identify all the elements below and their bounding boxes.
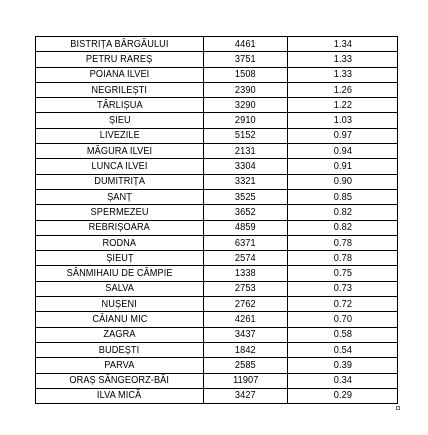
value-cell-text: 2390 [235,84,256,96]
ratio-cell [288,37,398,52]
value-cell [204,174,288,189]
table-row [36,144,398,159]
value-cell [204,312,288,327]
locality-name-cell-text: CĂIANU MIC [91,313,148,325]
value-cell [204,82,288,97]
value-cell-text: 1508 [235,69,256,81]
value-cell [204,266,288,281]
locality-name-cell-text: LIVEZILE [99,130,140,142]
data-table [35,36,398,404]
locality-name-cell [36,174,204,189]
locality-name-cell [36,297,204,312]
ratio-cell-text: 0.78 [333,237,352,249]
locality-name-cell-text: PARVA [104,359,135,371]
locality-name-cell [36,220,204,235]
ratio-cell [288,128,398,143]
ratio-cell [288,98,398,113]
locality-name-cell-text: DUMITRIȚA [94,176,145,188]
ratio-cell [288,159,398,174]
value-cell-text: 3321 [235,176,256,188]
locality-name-cell [36,388,204,403]
locality-name-cell-text: REBRIȘOARA [88,222,151,234]
table-row [36,373,398,388]
table-row [36,297,398,312]
value-cell-text: 3304 [235,161,256,173]
value-cell-text: 1338 [235,268,256,280]
table-row [36,113,398,128]
value-cell-text: 6371 [235,237,256,249]
ratio-cell-text: 0.29 [333,390,352,402]
table-row [36,358,398,373]
locality-name-cell [36,113,204,128]
value-cell [204,373,288,388]
locality-name-cell [36,373,204,388]
value-cell [204,144,288,159]
value-cell [204,251,288,266]
locality-name-cell [36,342,204,357]
locality-name-cell-text: BISTRIȚA BÂRGĂULUI [70,38,169,50]
value-cell [204,220,288,235]
ratio-cell [288,52,398,67]
value-cell [204,327,288,342]
value-cell [204,342,288,357]
ratio-cell [288,67,398,82]
value-cell [204,113,288,128]
ratio-cell [288,144,398,159]
ratio-cell-text: 1.03 [333,115,352,127]
value-cell [204,98,288,113]
value-cell-text: 2910 [235,115,256,127]
ratio-cell-text: 0.97 [333,130,352,142]
ratio-cell [288,327,398,342]
value-cell [204,358,288,373]
ratio-cell [288,189,398,204]
locality-name-cell-text: NEGRILEȘTI [91,84,148,96]
table-row [36,220,398,235]
ratio-cell [288,388,398,403]
locality-name-cell [36,235,204,250]
locality-name-cell [36,189,204,204]
table-row [36,128,398,143]
ratio-cell-text: 0.94 [333,145,352,157]
ratio-cell [288,358,398,373]
value-cell-text: 4261 [235,313,256,325]
table-row [36,67,398,82]
value-cell-text: 1842 [235,344,256,356]
value-cell [204,189,288,204]
locality-name-cell [36,67,204,82]
ratio-cell-text: 0.73 [333,283,352,295]
ratio-cell [288,174,398,189]
locality-name-cell-text: TÂRLIȘUA [96,99,143,111]
locality-name-cell-text: ILVA MICĂ [97,390,142,402]
ratio-cell-text: 0.58 [333,329,352,341]
value-cell [204,159,288,174]
locality-name-cell [36,281,204,296]
ratio-cell-text: 1.34 [333,38,352,50]
table-row [36,189,398,204]
locality-name-cell-text: NUȘENI [101,298,138,310]
value-cell-text: 3290 [235,99,256,111]
ratio-cell-text: 0.82 [333,206,352,218]
ratio-cell-text: 0.78 [333,252,352,264]
ratio-cell-text: 1.22 [333,99,352,111]
ratio-cell-text: 0.72 [333,298,352,310]
locality-name-cell-text: MĂGURA ILVEI [86,145,153,157]
value-cell-text: 2753 [235,283,256,295]
value-cell-text: 4461 [235,38,256,50]
value-cell-text: 3525 [235,191,256,203]
locality-name-cell [36,144,204,159]
ratio-cell [288,235,398,250]
table-body [36,37,398,404]
value-cell [204,297,288,312]
table-row [36,342,398,357]
locality-name-cell-text: SÂNMIHAIU DE CÂMPIE [66,268,173,280]
value-cell-text: 2762 [235,298,256,310]
value-cell [204,128,288,143]
locality-name-cell [36,205,204,220]
value-cell [204,281,288,296]
value-cell-text: 3751 [235,53,256,65]
ratio-cell [288,297,398,312]
table-row [36,235,398,250]
value-cell [204,37,288,52]
locality-name-cell-text: BUDEȘTI [99,344,140,356]
locality-name-cell-text: ȘIEU [108,115,131,127]
table-row [36,37,398,52]
value-cell [204,67,288,82]
locality-name-cell-text: ORAȘ SÂNGEORZ-BĂI [69,375,170,387]
value-cell-text: 11907 [232,375,259,387]
locality-name-cell-text: SALVA [105,283,134,295]
table-row [36,388,398,403]
ratio-cell-text: 1.33 [333,69,352,81]
table-row [36,159,398,174]
ratio-cell-text: 0.34 [333,375,352,387]
ratio-cell [288,113,398,128]
value-cell-text: 4859 [235,222,256,234]
locality-name-cell-text: ȘIEUȚ [105,252,134,264]
ratio-cell [288,373,398,388]
value-cell [204,205,288,220]
ratio-cell-text: 0.75 [333,268,352,280]
ratio-cell-text: 0.85 [333,191,352,203]
ratio-cell [288,312,398,327]
value-cell-text: 2131 [235,145,256,157]
locality-name-cell-text: ȘANȚ [107,191,132,203]
ratio-cell-text: 0.82 [333,222,352,234]
locality-name-cell-text: LUNCA ILVEI [91,161,148,173]
locality-name-cell [36,312,204,327]
locality-name-cell [36,327,204,342]
locality-name-cell [36,266,204,281]
value-cell [204,388,288,403]
locality-name-cell-text: PETRU RAREȘ [86,53,153,65]
table-row [36,82,398,97]
locality-name-cell [36,159,204,174]
value-cell-text: 3437 [235,329,256,341]
value-cell-text: 2585 [235,359,256,371]
ratio-cell-text: 0.39 [333,359,352,371]
locality-name-cell [36,358,204,373]
ratio-cell [288,281,398,296]
table-row [36,174,398,189]
table-row [36,281,398,296]
value-cell-text: 3652 [235,206,256,218]
table-row [36,327,398,342]
table-resize-handle[interactable] [396,406,400,410]
locality-name-cell-text: ZAGRA [103,329,136,341]
table-row [36,98,398,113]
ratio-cell [288,342,398,357]
ratio-cell [288,251,398,266]
locality-name-cell-text: SPERMEZEU [90,206,149,218]
locality-name-cell [36,128,204,143]
locality-name-cell-text: RODNA [102,237,137,249]
table-row [36,205,398,220]
ratio-cell-text: 0.91 [333,161,352,173]
table-row [36,312,398,327]
table-row [36,251,398,266]
locality-name-cell [36,52,204,67]
ratio-cell-text: 1.33 [333,53,352,65]
locality-name-cell [36,82,204,97]
ratio-cell [288,220,398,235]
ratio-cell [288,266,398,281]
table-row [36,266,398,281]
locality-name-cell-text: POIANA ILVEI [89,69,150,81]
ratio-cell-text: 0.70 [333,313,352,325]
ratio-cell [288,82,398,97]
locality-name-cell [36,37,204,52]
value-cell-text: 2574 [235,252,256,264]
value-cell-text: 5152 [235,130,256,142]
ratio-cell-text: 1.26 [333,84,352,96]
value-cell [204,235,288,250]
locality-name-cell [36,98,204,113]
value-cell-text: 3427 [235,390,256,402]
table-row [36,52,398,67]
ratio-cell-text: 0.90 [333,176,352,188]
value-cell [204,52,288,67]
ratio-cell [288,205,398,220]
locality-name-cell [36,251,204,266]
ratio-cell-text: 0.54 [333,344,352,356]
